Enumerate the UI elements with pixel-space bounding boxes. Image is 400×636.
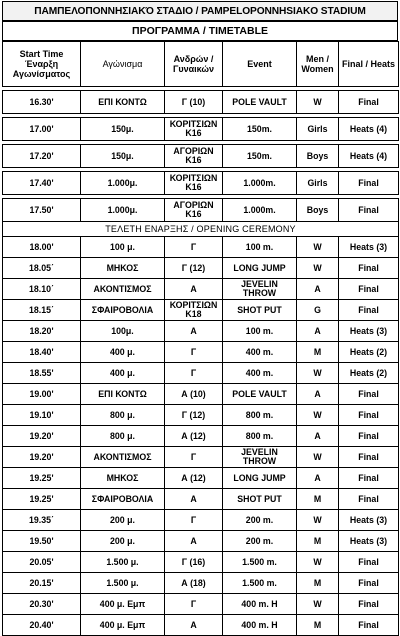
- cell-time: 19.20': [3, 447, 81, 468]
- cell-gender-en: Girls: [297, 172, 339, 195]
- cell-gender-gr: Α: [165, 489, 223, 510]
- cell-gender-en: W: [297, 594, 339, 615]
- header-start-time: Start Time Έναρξη Αγωνίσματος: [3, 42, 81, 87]
- cell-stage: Final: [339, 489, 399, 510]
- table-body: [3, 87, 399, 636]
- cell-event-gr: 400 μ. Εμπ: [81, 594, 165, 615]
- table-row: [3, 531, 399, 552]
- cell-event-en: 400 m. H: [223, 594, 297, 615]
- cell-event-gr: 1.500 μ.: [81, 573, 165, 594]
- table-row: [3, 342, 399, 363]
- table-row: [3, 145, 399, 168]
- table-row: [3, 489, 399, 510]
- cell-stage: Final: [339, 468, 399, 489]
- cell-event-en: 400 m. H: [223, 615, 297, 636]
- cell-stage: Final: [339, 405, 399, 426]
- cell-event-gr: 100 μ.: [81, 237, 165, 258]
- cell-gender-gr: Γ (10): [165, 91, 223, 114]
- cell-gender-en: A: [297, 279, 339, 300]
- cell-stage: Final: [339, 172, 399, 195]
- cell-gender-gr: Α: [165, 321, 223, 342]
- cell-gender-en: M: [297, 489, 339, 510]
- cell-event-gr: 200 μ.: [81, 531, 165, 552]
- cell-stage: Heats (4): [339, 145, 399, 168]
- cell-gender-gr: Α (12): [165, 426, 223, 447]
- cell-event-gr: 400 μ. Εμπ: [81, 615, 165, 636]
- table-row: [3, 363, 399, 384]
- cell-time: 19.10': [3, 405, 81, 426]
- timetable-subtitle: ΠΡΟΓΡΑΜΜΑ / TIMETABLE: [2, 21, 398, 41]
- cell-gender-gr: ΚΟΡΙΤΣΙΩΝ Κ18: [165, 300, 223, 321]
- cell-gender-gr: Γ: [165, 342, 223, 363]
- cell-event-en: 100 m.: [223, 321, 297, 342]
- cell-event-en: POLE VAULT: [223, 384, 297, 405]
- cell-time: 19.25': [3, 468, 81, 489]
- cell-stage: Heats (4): [339, 118, 399, 141]
- cell-gender-gr: Α (10): [165, 384, 223, 405]
- cell-time: 19.35΄: [3, 510, 81, 531]
- table-row: [3, 510, 399, 531]
- cell-stage: Heats (3): [339, 237, 399, 258]
- stadium-title: ΠΑΜΠΕΛΟΠΟΝΝΗΣΙΑΚΌ ΣΤΑΔΙΟ / PAMPELOPONNHSIAKO STADIUM: [2, 1, 398, 21]
- cell-event-en: 400 m.: [223, 363, 297, 384]
- cell-stage: Heats (3): [339, 321, 399, 342]
- cell-gender-en: W: [297, 363, 339, 384]
- cell-event-en: 150m.: [223, 118, 297, 141]
- table-row: [3, 615, 399, 636]
- cell-gender-en: W: [297, 91, 339, 114]
- cell-gender-gr: ΑΓΟΡΙΩΝ Κ16: [165, 145, 223, 168]
- cell-event-gr: 1.500 μ.: [81, 552, 165, 573]
- table-row: [3, 172, 399, 195]
- cell-gender-gr: ΚΟΡΙΤΣΙΩΝ Κ16: [165, 172, 223, 195]
- cell-gender-en: Girls: [297, 118, 339, 141]
- cell-time: 17.00': [3, 118, 81, 141]
- cell-stage: Final: [339, 384, 399, 405]
- cell-event-en: 150m.: [223, 145, 297, 168]
- table-row: [3, 91, 399, 114]
- cell-time: 19.00': [3, 384, 81, 405]
- cell-event-gr: ΜΗΚΟΣ: [81, 258, 165, 279]
- table-row: [3, 118, 399, 141]
- cell-event-gr: 100μ.: [81, 321, 165, 342]
- cell-gender-en: M: [297, 573, 339, 594]
- cell-time: 19.25': [3, 489, 81, 510]
- cell-event-gr: ΜΗΚΟΣ: [81, 468, 165, 489]
- cell-gender-en: M: [297, 531, 339, 552]
- header-gender-en: Men / Women: [297, 42, 339, 87]
- table-row: [3, 594, 399, 615]
- cell-event-en: 1.500 m.: [223, 573, 297, 594]
- cell-gender-gr: ΑΓΟΡΙΩΝ Κ16: [165, 199, 223, 222]
- cell-stage: Final: [339, 199, 399, 222]
- cell-stage: Final: [339, 426, 399, 447]
- cell-event-en: 200 m.: [223, 531, 297, 552]
- cell-gender-gr: Α: [165, 531, 223, 552]
- cell-time: 19.50': [3, 531, 81, 552]
- ceremony-row: [3, 222, 399, 237]
- cell-time: 18.15΄: [3, 300, 81, 321]
- cell-time: 18.00': [3, 237, 81, 258]
- table-row: [3, 384, 399, 405]
- cell-time: 20.15': [3, 573, 81, 594]
- table-row: [3, 468, 399, 489]
- cell-time: 18.10΄: [3, 279, 81, 300]
- table-header-row: [3, 42, 399, 87]
- cell-stage: Heats (3): [339, 510, 399, 531]
- table-row: [3, 552, 399, 573]
- cell-gender-en: M: [297, 342, 339, 363]
- cell-event-en: POLE VAULT: [223, 91, 297, 114]
- cell-time: 17.50': [3, 199, 81, 222]
- cell-event-gr: 400 μ.: [81, 342, 165, 363]
- cell-event-gr: ΑΚΟΝΤΙΣΜΟΣ: [81, 447, 165, 468]
- cell-stage: Final: [339, 573, 399, 594]
- cell-event-en: 200 m.: [223, 510, 297, 531]
- cell-event-en: SHOT PUT: [223, 489, 297, 510]
- cell-time: 19.20': [3, 426, 81, 447]
- cell-gender-en: A: [297, 468, 339, 489]
- cell-event-gr: 150μ.: [81, 118, 165, 141]
- cell-time: 17.40': [3, 172, 81, 195]
- cell-gender-en: W: [297, 237, 339, 258]
- cell-gender-gr: Α (18): [165, 573, 223, 594]
- table-row: [3, 426, 399, 447]
- cell-gender-en: A: [297, 384, 339, 405]
- cell-stage: Final: [339, 615, 399, 636]
- cell-gender-gr: Γ (12): [165, 405, 223, 426]
- cell-time: 20.05': [3, 552, 81, 573]
- cell-gender-en: W: [297, 510, 339, 531]
- cell-gender-gr: Α: [165, 279, 223, 300]
- cell-time: 18.05΄: [3, 258, 81, 279]
- cell-gender-gr: Α: [165, 615, 223, 636]
- cell-time: 18.55': [3, 363, 81, 384]
- header-gender-gr: Ανδρών / Γυναικών: [165, 42, 223, 87]
- cell-gender-gr: Γ: [165, 594, 223, 615]
- cell-event-gr: ΕΠΙ ΚΟΝΤΩ: [81, 91, 165, 114]
- table-row: [3, 447, 399, 468]
- cell-event-en: 1.000m.: [223, 199, 297, 222]
- table-row: [3, 573, 399, 594]
- cell-event-en: 800 m.: [223, 405, 297, 426]
- timetable-table: [2, 41, 399, 636]
- cell-gender-en: A: [297, 426, 339, 447]
- cell-time: 20.30': [3, 594, 81, 615]
- cell-gender-en: W: [297, 552, 339, 573]
- table-row: [3, 279, 399, 300]
- cell-gender-en: M: [297, 615, 339, 636]
- cell-stage: Final: [339, 300, 399, 321]
- cell-stage: Heats (2): [339, 363, 399, 384]
- cell-stage: Final: [339, 552, 399, 573]
- cell-event-en: 1.000m.: [223, 172, 297, 195]
- cell-event-gr: 150μ.: [81, 145, 165, 168]
- cell-gender-gr: Γ: [165, 510, 223, 531]
- cell-gender-gr: Γ: [165, 363, 223, 384]
- cell-time: 18.40': [3, 342, 81, 363]
- cell-stage: Heats (2): [339, 342, 399, 363]
- cell-gender-en: W: [297, 405, 339, 426]
- cell-stage: Final: [339, 91, 399, 114]
- cell-stage: Final: [339, 279, 399, 300]
- table-row: [3, 321, 399, 342]
- cell-event-gr: ΣΦΑΙΡΟΒΟΛΙΑ: [81, 300, 165, 321]
- cell-event-en: SHOT PUT: [223, 300, 297, 321]
- cell-stage: Final: [339, 594, 399, 615]
- cell-event-gr: 1.000μ.: [81, 199, 165, 222]
- cell-gender-en: A: [297, 321, 339, 342]
- cell-time: 16.30': [3, 91, 81, 114]
- header-event-gr: Αγώνισμα: [81, 42, 165, 87]
- cell-time: 18.20': [3, 321, 81, 342]
- cell-time: 20.40': [3, 615, 81, 636]
- cell-gender-en: G: [297, 300, 339, 321]
- header-event-en: Event: [223, 42, 297, 87]
- cell-event-gr: 1.000μ.: [81, 172, 165, 195]
- cell-gender-en: Boys: [297, 199, 339, 222]
- cell-gender-en: W: [297, 258, 339, 279]
- cell-event-gr: 800 μ.: [81, 426, 165, 447]
- cell-event-en: JEVELIN THROW: [223, 447, 297, 468]
- cell-stage: Heats (3): [339, 531, 399, 552]
- table-row: [3, 199, 399, 222]
- header-stage: Final / Heats: [339, 42, 399, 87]
- cell-gender-gr: Γ: [165, 237, 223, 258]
- cell-event-en: LONG JUMP: [223, 258, 297, 279]
- cell-gender-gr: ΚΟΡΙΤΣΙΩΝ Κ16: [165, 118, 223, 141]
- cell-event-gr: 800 μ.: [81, 405, 165, 426]
- cell-time: 17.20': [3, 145, 81, 168]
- cell-gender-en: Boys: [297, 145, 339, 168]
- cell-gender-gr: Α (12): [165, 468, 223, 489]
- table-row: [3, 237, 399, 258]
- cell-event-gr: 200 μ.: [81, 510, 165, 531]
- cell-stage: Final: [339, 447, 399, 468]
- cell-event-en: 800 m.: [223, 426, 297, 447]
- cell-event-gr: ΑΚΟΝΤΙΣΜΟΣ: [81, 279, 165, 300]
- table-row: [3, 300, 399, 321]
- cell-stage: Final: [339, 258, 399, 279]
- cell-event-en: 1.500 m.: [223, 552, 297, 573]
- cell-event-gr: ΕΠΙ ΚΟΝΤΩ: [81, 384, 165, 405]
- cell-gender-gr: Γ: [165, 447, 223, 468]
- cell-event-gr: ΣΦΑΙΡΟΒΟΛΙΑ: [81, 489, 165, 510]
- cell-gender-en: W: [297, 447, 339, 468]
- ceremony-label: ΤΕΛΕΤΗ ΕΝΑΡΞΗΣ / OPENING CEREMONY: [3, 222, 399, 237]
- table-row: [3, 258, 399, 279]
- cell-event-en: 400 m.: [223, 342, 297, 363]
- cell-gender-gr: Γ (16): [165, 552, 223, 573]
- cell-event-en: JEVELIN THROW: [223, 279, 297, 300]
- cell-event-en: LONG JUMP: [223, 468, 297, 489]
- cell-event-gr: 400 μ.: [81, 363, 165, 384]
- cell-event-en: 100 m.: [223, 237, 297, 258]
- cell-gender-gr: Γ (12): [165, 258, 223, 279]
- table-row: [3, 405, 399, 426]
